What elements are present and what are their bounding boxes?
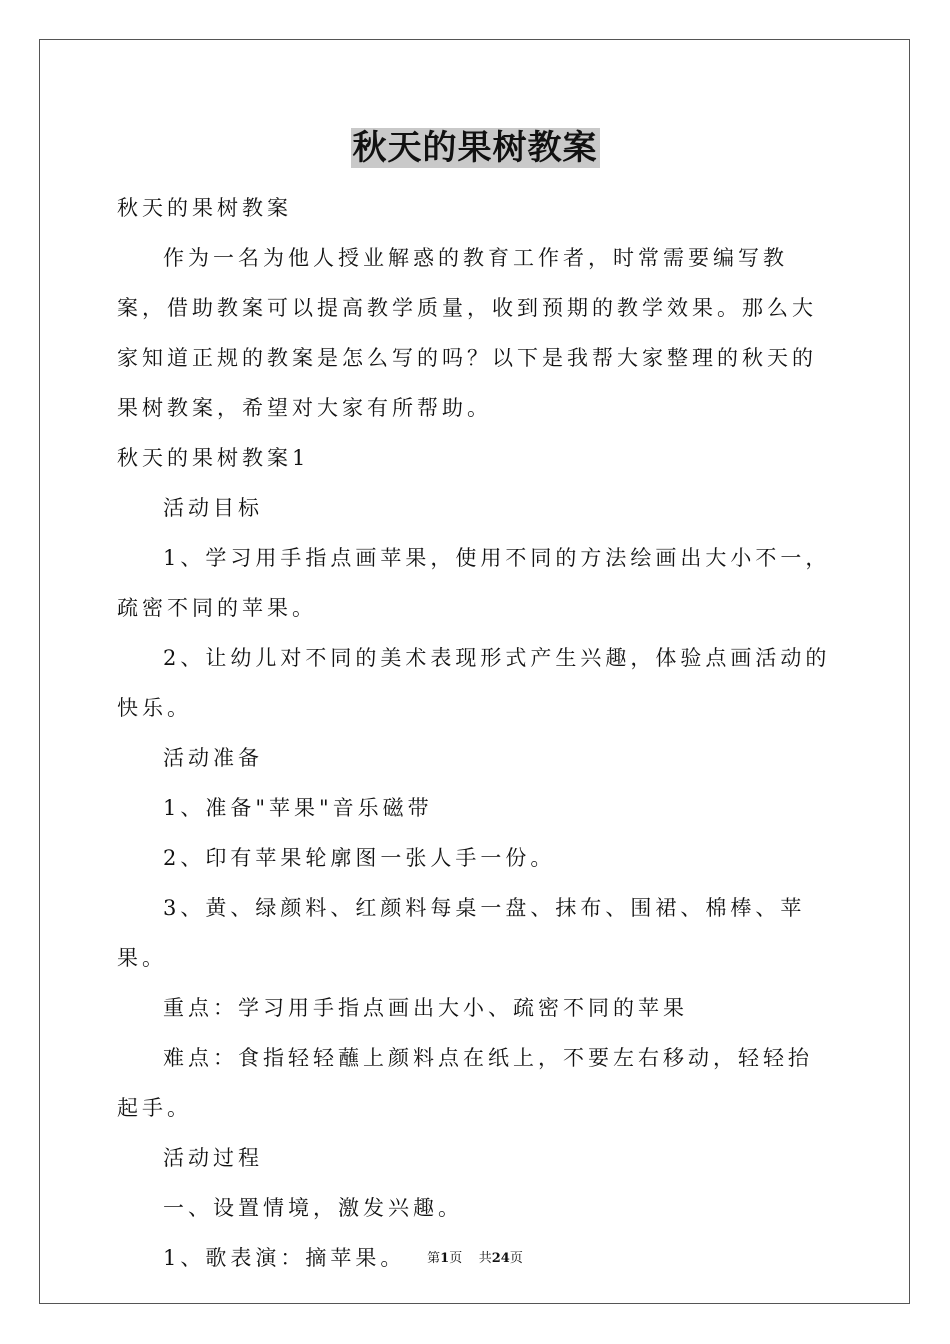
paragraph: 活动准备: [163, 746, 263, 770]
footer-current-page: 1: [440, 1251, 450, 1266]
paragraph: 秋天的果树教案1: [117, 446, 310, 470]
footer-total-prefix: 共: [478, 1251, 492, 1266]
paragraph: 2、让幼儿对不同的美术表现形式产生兴趣，体验点画活动的快乐。: [117, 646, 831, 720]
paragraph: 3、黄、绿颜料、红颜料每桌一盘、抹布、围裙、棉棒、苹果。: [117, 896, 806, 970]
footer-page-prefix: 第: [427, 1251, 441, 1266]
paragraph: 1、学习用手指点画苹果，使用不同的方法绘画出大小不一，疏密不同的苹果。: [117, 546, 831, 620]
paragraph: 难点：食指轻轻蘸上颜料点在纸上，不要左右移动，轻轻抬起手。: [117, 1046, 813, 1120]
footer-total-suffix: 页: [509, 1251, 523, 1266]
paragraph: 活动目标: [163, 496, 263, 520]
paragraph: 1、歌表演：摘苹果。: [163, 1246, 406, 1270]
document-body: [117, 183, 837, 1283]
footer-page-suffix: 页: [449, 1251, 463, 1266]
paragraph: 2、印有苹果轮廓图一张人手一份。: [163, 846, 556, 870]
paragraph: 活动过程: [163, 1146, 263, 1170]
footer-total-pages: 24: [491, 1251, 510, 1266]
paragraph: 作为一名为他人授业解惑的教育工作者，时常需要编写教案，借助教案可以提高教学质量，收到预期的教学效果。那么大家知道正规的教案是怎么写的吗？以下是我帮大家整理的秋天的果树教案，希望对大家有所帮助。: [117, 246, 817, 420]
paragraph: 重点：学习用手指点画出大小、疏密不同的苹果: [163, 996, 688, 1020]
paragraph: 一、设置情境，激发兴趣。: [163, 1196, 463, 1220]
document-title: 秋天的果树教案: [352, 128, 598, 168]
page-footer: [0, 1247, 950, 1266]
document-title-wrapper: [0, 127, 950, 169]
paragraph: 秋天的果树教案: [117, 196, 292, 220]
paragraph: 1、准备"苹果"音乐磁带: [163, 796, 433, 820]
